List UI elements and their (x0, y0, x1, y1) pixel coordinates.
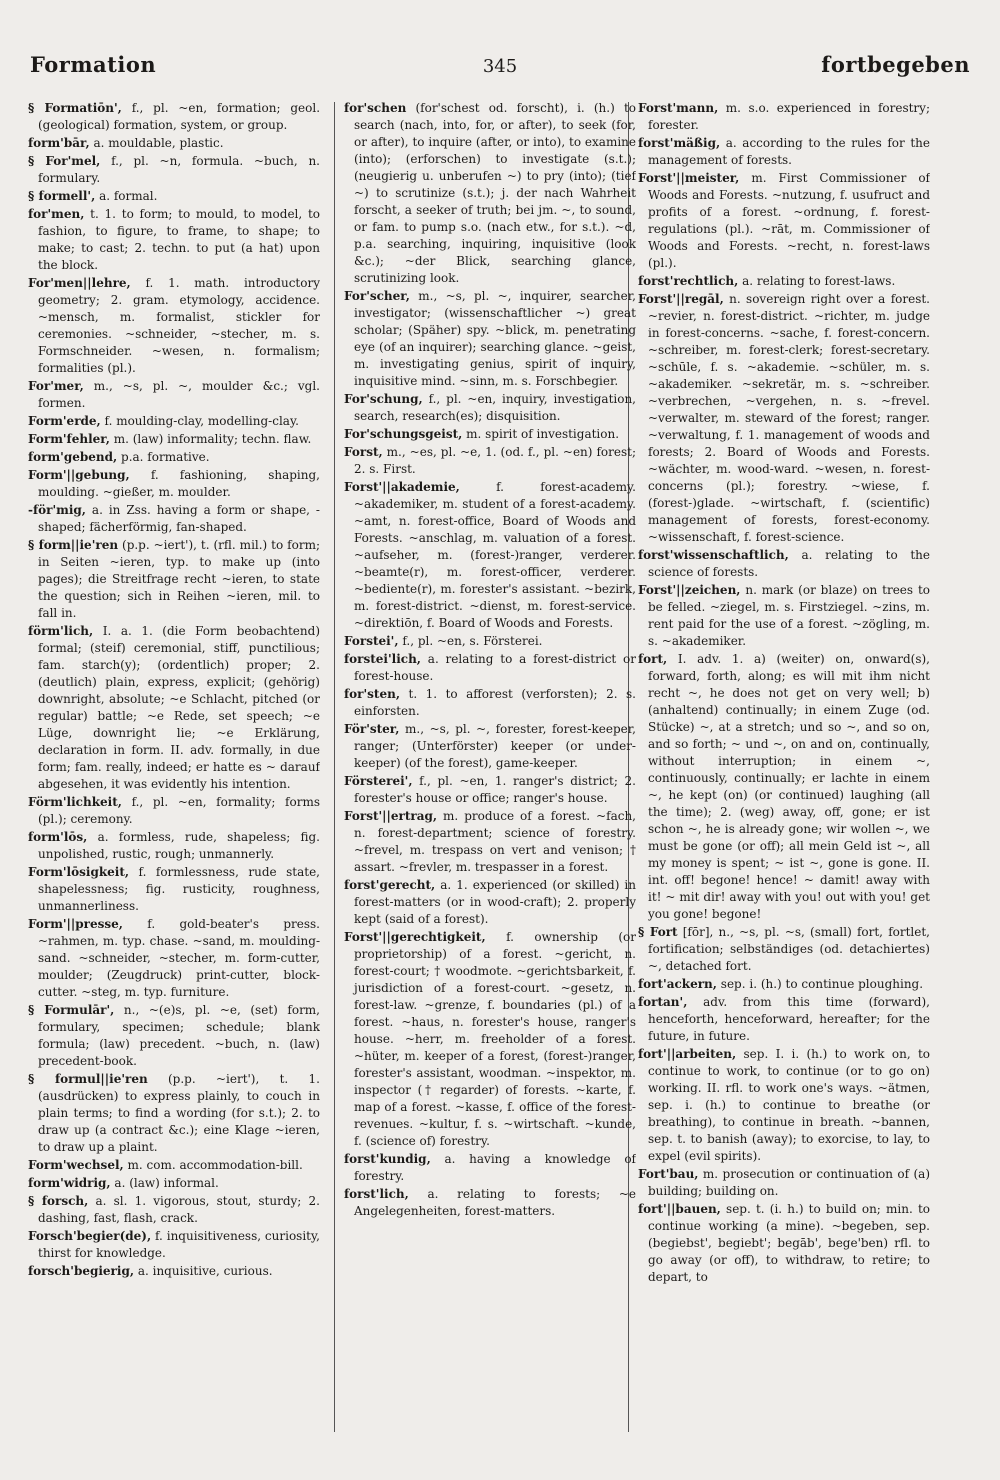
dictionary-entry (28, 1002, 320, 1070)
entry-headword: forst'mäßig, (638, 136, 721, 150)
dictionary-entry (638, 100, 930, 134)
entry-headword: for'men, (28, 207, 85, 221)
entry-definition: sep. I. i. (h.) to work on, to continue to work, to continue (or to go on) working. II. rfl. to work one's ways. ~ätmen, sep. i. (h.) to continue to breathe (or breathing), to continue in breath. ~bannen, sep. t. to banish (away); to exorcise, to lay, to expel (evil spirits). (648, 1047, 930, 1163)
entry-definition: m., ~s, pl. ~, forester, forest-keeper, ranger; (Unterförster) keeper (or under-keeper) (of the forest), game-keeper. (354, 722, 636, 770)
dictionary-entry (344, 1186, 636, 1220)
dictionary-entry (28, 100, 320, 134)
entry-definition: m. produce of a forest. ~fach, n. forest-department; science of forestry. ~frevel, m. trespass on vert and venison; † assart. ~frevler, m. trespasser in a forest. (354, 809, 636, 874)
entry-headword: Forst'||regāl, (638, 292, 724, 306)
entry-definition: f., pl. ~en, s. Försterei. (398, 634, 543, 648)
entry-definition: a. formless, rude, shapeless; fig. unpolished, rustic, rough; unmannerly. (38, 830, 320, 861)
header-left-guideword: Formation (30, 52, 157, 77)
entry-definition: p.a. formative. (117, 450, 210, 464)
dictionary-entry (28, 537, 320, 622)
dictionary-entry (28, 1157, 320, 1174)
entry-definition: m., ~s, pl. ~, moulder &c.; vgl. formen. (38, 379, 320, 410)
entry-definition: I. a. 1. (die Form beobachtend) formal; (steif) ceremonial, stiff, punctilious; fam. starch(y); (ordentlich) proper; 2. (deutlich) plain, express, explicit; (gehörig) downright, absolute; ~e Schlacht, pitched (or regular) battle; ~e Rede, set speech; ~e Lüge, downright lie; ~e Erklärung, declaration in form. II. adv. formally, in due form; fam. really, indeed; er hatte es ~ darauf abgesehen, it was evidently his intention. (38, 624, 320, 791)
entry-definition: (p.p. ~iert'), t. 1. (ausdrücken) to express plainly, to couch in plain terms; to find a wording (for s.t.); 2. to draw up (a contract &c.); eine Klage ~ieren, to draw up a plaint. (38, 1072, 320, 1154)
entry-headword: form'gebend, (28, 450, 118, 464)
dictionary-entry (638, 994, 930, 1045)
entry-definition: m., ~es, pl. ~e, 1. (od. f., pl. ~en) forest; 2. s. First. (354, 445, 636, 476)
entry-definition: f. formlessness, rude state, shapelessness; fig. rusticity, roughness, unmannerliness. (38, 865, 320, 913)
entry-definition: f. ownership (or proprietorship) of a forest. ~gericht, n. forest-court; † woodmote. ~gerichtsbarkeit, f. jurisdiction of a forest-court. ~gesetz, n. forest-law. ~grenze, f. boundaries (pl.) of a forest. ~haus, n. forester's house, ranger's house. ~herr, m. freeholder of a forest. ~hüter, m. keeper of a forest, (forest-)ranger, forester's assistant, woodman. ~inspektor, m. inspector († regarder) of forests. ~karte, f. map of a forest. ~kasse, f. office of the forest-revenues. ~kultur, f. s. ~wirtschaft. ~kunde, f. (science of) forestry. (354, 930, 636, 1148)
entry-definition: m. spirit of investigation. (462, 427, 620, 441)
entry-definition: f. 1. math. introductory geometry; 2. gram. etymology, accidence. ~mensch, m. formalist, stickler for ceremonies. ~schneider, ~stecher, m. s. Formschneider. ~wesen, n. formalism; formalities (pl.). (38, 276, 320, 375)
entry-definition: f., pl. ~en, inquiry, investigation, search, research(es); disquisition. (354, 392, 636, 423)
dictionary-entry (28, 1175, 320, 1192)
dictionary-entry (638, 1166, 930, 1200)
entry-definition: adv. from this time (forward), henceforth, henceforward, hereafter; for the future, in future. (648, 995, 930, 1043)
entry-headword: form'bār, (28, 136, 90, 150)
entry-headword: fort, (638, 652, 668, 666)
entry-definition: f. forest-academy. ~akademiker, m. student of a forest-academy. ~amt, n. forest-office, Board of Woods and Forests. ~anschlag, m. valuation of a forest. ~aufseher, m. (forest-)ranger, verderer. ~beamte(r), m. forest-officer, verderer. ~bediente(r), m. forester's assistant. ~bezirk, m. forest-district. ~dienst, m. forest-service. ~direktiōn, f. Board of Woods and Forests. (354, 480, 636, 630)
entry-definition: (for'schest od. forscht), i. (h.) to search (nach, into, for, or after), to seek (for, or after), to inquire (after, or into), to examine (into); (erforschen) to investigate (s.t.); (neugierig u. unberufen ~) to pry (into); (tief ~) to scrutinize (s.t.); j. der nach Wahrheit forscht, a seeker of truth; bei jm. ~, to sound, or fam. to pump s.o. (nach etw., for s.t.). ~d, p.a. searching, inquiring, inquisitive (look &c.); ~der Blick, searching glance, scrutinizing look. (354, 101, 636, 285)
dictionary-entry (28, 1193, 320, 1227)
dictionary-entry (638, 1046, 930, 1165)
dictionary-entry (344, 633, 636, 650)
dictionary-entry (344, 100, 636, 287)
entry-headword: -för'mig, (28, 503, 86, 517)
dictionary-entry (638, 1201, 930, 1286)
dictionary-entry (28, 206, 320, 274)
entry-definition: f. gold-beater's press. ~rahmen, m. typ. chase. ~sand, m. moulding-sand. ~schneider, ~stecher, m. form-cutter, moulder; (Zeugdruck) print-cutter, block-cutter. ~steg, m. typ. furniture. (38, 917, 320, 999)
entry-headword: Forstei', (344, 634, 399, 648)
dictionary-entry (638, 170, 930, 272)
entry-definition: a. relating to the science of forests. (648, 548, 930, 579)
entry-headword: Forst, (344, 445, 383, 459)
entry-headword: fort'||bauen, (638, 1202, 721, 1216)
dictionary-entry (638, 547, 930, 581)
entry-definition: a. in Zss. having a form or shape, -shaped; fächerförmig, fan-shaped. (38, 503, 320, 534)
dictionary-entry (344, 877, 636, 928)
dictionary-entry (28, 502, 320, 536)
dictionary-entry (638, 291, 930, 546)
entry-headword: Form'||presse, (28, 917, 123, 931)
entry-headword: Försterei', (344, 774, 413, 788)
entry-definition: I. adv. 1. a) (weiter) on, onward(s), forward, forth, along; es will mit ihm nicht recht ~, he does not get on very well; b) (anhaltend) continually; in einem Zuge (od. Stücke) ~, at a stretch; und so ~, and so on, and so forth; ~ und ~, on and on, continually, without interruption; in einem ~, continuously, continually; er lachte in einem ~, he kept (on) (or continued) laughing (all the time); 2. (weg) away, off, gone; er ist schon ~, he is already gone; wir wollen ~, we must be gone (or off); all mein Geld ist ~, all my money is spent; ~ ist ~, gone is gone. II. int. off! begone! hence! ~ damit! away with it! ~ mit dir! away with you! out with you! get you gone! begone! (648, 652, 930, 921)
entry-headword: fort'||arbeiten, (638, 1047, 737, 1061)
entry-headword: forst'gerecht, (344, 878, 436, 892)
dictionary-entry (28, 864, 320, 915)
dictionary-entry (638, 273, 930, 290)
entry-headword: Forsch'begier(de), (28, 1229, 152, 1243)
entry-definition: a. mouldable, plastic. (89, 136, 224, 150)
entry-headword: Forst'||meister, (638, 171, 740, 185)
entry-headword: § forsch, (28, 1194, 89, 1208)
entry-definition: m. First Commissioner of Woods and Forests. ~nutzung, f. usufruct and profits of a forest. ~ordnung, f. forest-regulations (pl.). ~rāt, m. Commissioner of Woods and Forests. ~recht, n. forest-laws (pl.). (648, 171, 930, 270)
entry-headword: Forst'||gerechtigkeit, (344, 930, 486, 944)
entry-headword: § formell', (28, 189, 96, 203)
entry-definition: [fōr], n., ~s, pl. ~s, (small) fort, fortlet, fortification; selbständiges (od. detachiertes) ~, detached fort. (648, 925, 930, 973)
entry-definition: a. relating to forests; ~e Angelegenheiten, forest-matters. (354, 1187, 636, 1218)
dictionary-entry (28, 431, 320, 448)
entry-definition: f. moulding-clay, modelling-clay. (100, 414, 299, 428)
dictionary-entry (638, 651, 930, 923)
dictionary-entry (344, 808, 636, 876)
entry-headword: For'scher, (344, 289, 410, 303)
dictionary-entry (638, 976, 930, 993)
dictionary-entry (28, 1263, 320, 1280)
entry-definition: t. 1. to form; to mould, to model, to fashion, to figure, to frame, to shape; to make; to cast; 2. techn. to put (a hat) upon the block. (38, 207, 320, 272)
entry-headword: for'sten, (344, 687, 400, 701)
dictionary-entry (344, 288, 636, 390)
dictionary-entry (28, 467, 320, 501)
entry-headword: For'schung, (344, 392, 423, 406)
page-number: 345 (482, 56, 518, 77)
dictionary-entry (638, 924, 930, 975)
entry-definition: m. (law) informality; techn. flaw. (109, 432, 312, 446)
column-3 (638, 100, 930, 1460)
entry-headword: Forst'mann, (638, 101, 719, 115)
entry-headword: § Fort (638, 925, 678, 939)
entry-definition: a. (law) informal. (110, 1176, 219, 1190)
dictionary-entry (28, 188, 320, 205)
entry-headword: forstei'lich, (344, 652, 421, 666)
entry-definition: a. relating to forest-laws. (738, 274, 896, 288)
dictionary-entry (28, 829, 320, 863)
entry-headword: form'lōs, (28, 830, 88, 844)
entry-headword: Form'erde, (28, 414, 101, 428)
entry-headword: fortan', (638, 995, 688, 1009)
entry-headword: forst'lich, (344, 1187, 409, 1201)
entry-headword: For'schungsgeist, (344, 427, 463, 441)
entry-headword: forst'wissenschaftlich, (638, 548, 789, 562)
column-1 (28, 100, 320, 1460)
dictionary-entry (28, 378, 320, 412)
entry-headword: fort'ackern, (638, 977, 717, 991)
entry-definition: sep. i. (h.) to continue ploughing. (716, 977, 924, 991)
entry-headword: förm'lich, (28, 624, 94, 638)
entry-definition: a. formal. (95, 189, 158, 203)
entry-definition: m. com. accommodation-bill. (123, 1158, 303, 1172)
entry-headword: forst'kundig, (344, 1152, 431, 1166)
dictionary-entry (28, 1071, 320, 1156)
entry-definition: sep. t. (i. h.) to build on; min. to continue working (a mine). ~begeben, sep. (begiebst', begiebt'; begāb', bege'ben) rfl. to go away (or off), to withdraw, to retire; to depart, to (648, 1202, 930, 1284)
entry-definition: f., pl. ~n, formula. ~buch, n. formulary. (38, 154, 320, 185)
entry-headword: Form'wechsel, (28, 1158, 124, 1172)
entry-headword: För'ster, (344, 722, 400, 736)
entry-definition: m. prosecution or continuation of (a) building; building on. (648, 1167, 930, 1198)
entry-definition: a. relating to a forest-district or forest-house. (354, 652, 636, 683)
entry-definition: (p.p. ~iert'), t. (rfl. mil.) to form; in Seiten ~ieren, typ. to make up (into pages); die Streitfrage recht ~ieren, to state the question; sich in Reihen ~ieren, mil. to fall in. (38, 538, 320, 620)
entry-headword: Förm'lichkeit, (28, 795, 122, 809)
entry-definition: f. fashioning, shaping, moulding. ~gießer, m. moulder. (38, 468, 320, 499)
dictionary-entry (28, 135, 320, 152)
dictionary-entry (344, 479, 636, 632)
entry-headword: § Formatiōn', (28, 101, 122, 115)
dictionary-entry (344, 1151, 636, 1185)
dictionary-entry (638, 582, 930, 650)
dictionary-entry (638, 135, 930, 169)
entry-headword: Fort'bau, (638, 1167, 699, 1181)
header-right-guideword: fortbegeben (821, 52, 970, 77)
dictionary-entry (28, 1228, 320, 1262)
running-header (30, 52, 970, 92)
entry-definition: f., pl. ~en, formality; forms (pl.); ceremony. (38, 795, 320, 826)
dictionary-entry (344, 391, 636, 425)
entry-definition: n., ~(e)s, pl. ~e, (set) form, formulary, specimen; schedule; blank formula; (law) precedent. ~buch, n. (law) precedent-book. (38, 1003, 320, 1068)
dictionary-entry (28, 153, 320, 187)
entry-headword: forst'rechtlich, (638, 274, 739, 288)
column-divider (334, 102, 335, 1432)
column-2 (344, 100, 636, 1460)
entry-headword: Form'fehler, (28, 432, 110, 446)
entry-definition: a. sl. 1. vigorous, stout, sturdy; 2. dashing, fast, flash, crack. (38, 1194, 320, 1225)
dictionary-entry (344, 444, 636, 478)
entry-definition: m. s.o. experienced in forestry; forester. (648, 101, 930, 132)
entry-headword: Forst'||ertrag, (344, 809, 438, 823)
entry-headword: For'mer, (28, 379, 84, 393)
entry-definition: a. inquisitive, curious. (134, 1264, 273, 1278)
entry-headword: Form'||gebung, (28, 468, 130, 482)
entry-headword: § form||ie'ren (28, 538, 119, 552)
dictionary-entry (344, 773, 636, 807)
entry-headword: Forst'||zeichen, (638, 583, 741, 597)
dictionary-entry (344, 929, 636, 1150)
entry-headword: For'men||lehre, (28, 276, 131, 290)
dictionary-entry (28, 794, 320, 828)
entry-headword: § formul||ie'ren (28, 1072, 148, 1086)
entry-definition: a. having a knowledge of forestry. (354, 1152, 636, 1183)
entry-definition: f., pl. ~en, 1. ranger's district; 2. forester's house or office; ranger's house. (354, 774, 636, 805)
entry-definition: n. sovereign right over a forest. ~revier, n. forest-district. ~richter, m. judge in forest-concerns. ~sache, f. forest-concern. ~schreiber, m. forest-clerk; forest-secretary. ~schūle, f. s. ~akademie. ~schüler, m. s. ~akademiker. ~sekretär, m. s. ~schreiber. ~verbrechen, ~vergehen, n. s. ~frevel. ~verwalter, m. steward of the forest; ranger. ~verwaltung, f. 1. management of woods and forests; 2. Board of Woods and Forests. ~wächter, m. wood-ward. ~wesen, n. forest-concerns (pl.); forestry. ~wiese, f. (forest-)glade. ~wirtschaft, f. (scientific) management of forests, forest-economy. ~wissenschaft, f. forest-science. (648, 292, 930, 544)
entry-headword: Form'lōsigkeit, (28, 865, 130, 879)
entry-definition: n. mark (or blaze) on trees to be felled. ~ziegel, m. s. Firstziegel. ~zins, m. rent paid for the use of a forest. ~zögling, m. s. ~akademiker. (648, 583, 930, 648)
dictionary-entry (28, 413, 320, 430)
dictionary-entry (344, 426, 636, 443)
entry-headword: for'schen (344, 101, 407, 115)
dictionary-entry (28, 275, 320, 377)
entry-headword: forsch'begierig, (28, 1264, 135, 1278)
dictionary-entry (344, 721, 636, 772)
entry-headword: Forst'||akademie, (344, 480, 460, 494)
dictionary-entry (28, 916, 320, 1001)
dictionary-entry (344, 686, 636, 720)
entry-headword: § Formulār', (28, 1003, 115, 1017)
entry-definition: a. according to the rules for the management of forests. (648, 136, 930, 167)
dictionary-entry (28, 623, 320, 793)
entry-headword: form'widrig, (28, 1176, 111, 1190)
dictionary-entry (28, 449, 320, 466)
entry-definition: a. 1. experienced (or skilled) in forest-matters (or in wood-craft); 2. properly kept (said of a forest). (354, 878, 636, 926)
entry-definition: m., ~s, pl. ~, inquirer, searcher, investigator; (wissenschaftlicher ~) great scholar; (Späher) spy. ~blick, m. penetrating eye (of an inquirer); searching glance. ~geist, m. investigating genius, spirit of inquiry, inquisitive mind. ~sinn, m. s. Forschbegier. (354, 289, 636, 388)
entry-headword: § For'mel, (28, 154, 101, 168)
entry-definition: f. inquisitiveness, curiosity, thirst for knowledge. (38, 1229, 320, 1260)
entry-definition: f., pl. ~en, formation; geol. (geological) formation, system, or group. (38, 101, 320, 132)
entry-definition: t. 1. to afforest (verforsten); 2. s. einforsten. (354, 687, 636, 718)
dictionary-entry (344, 651, 636, 685)
